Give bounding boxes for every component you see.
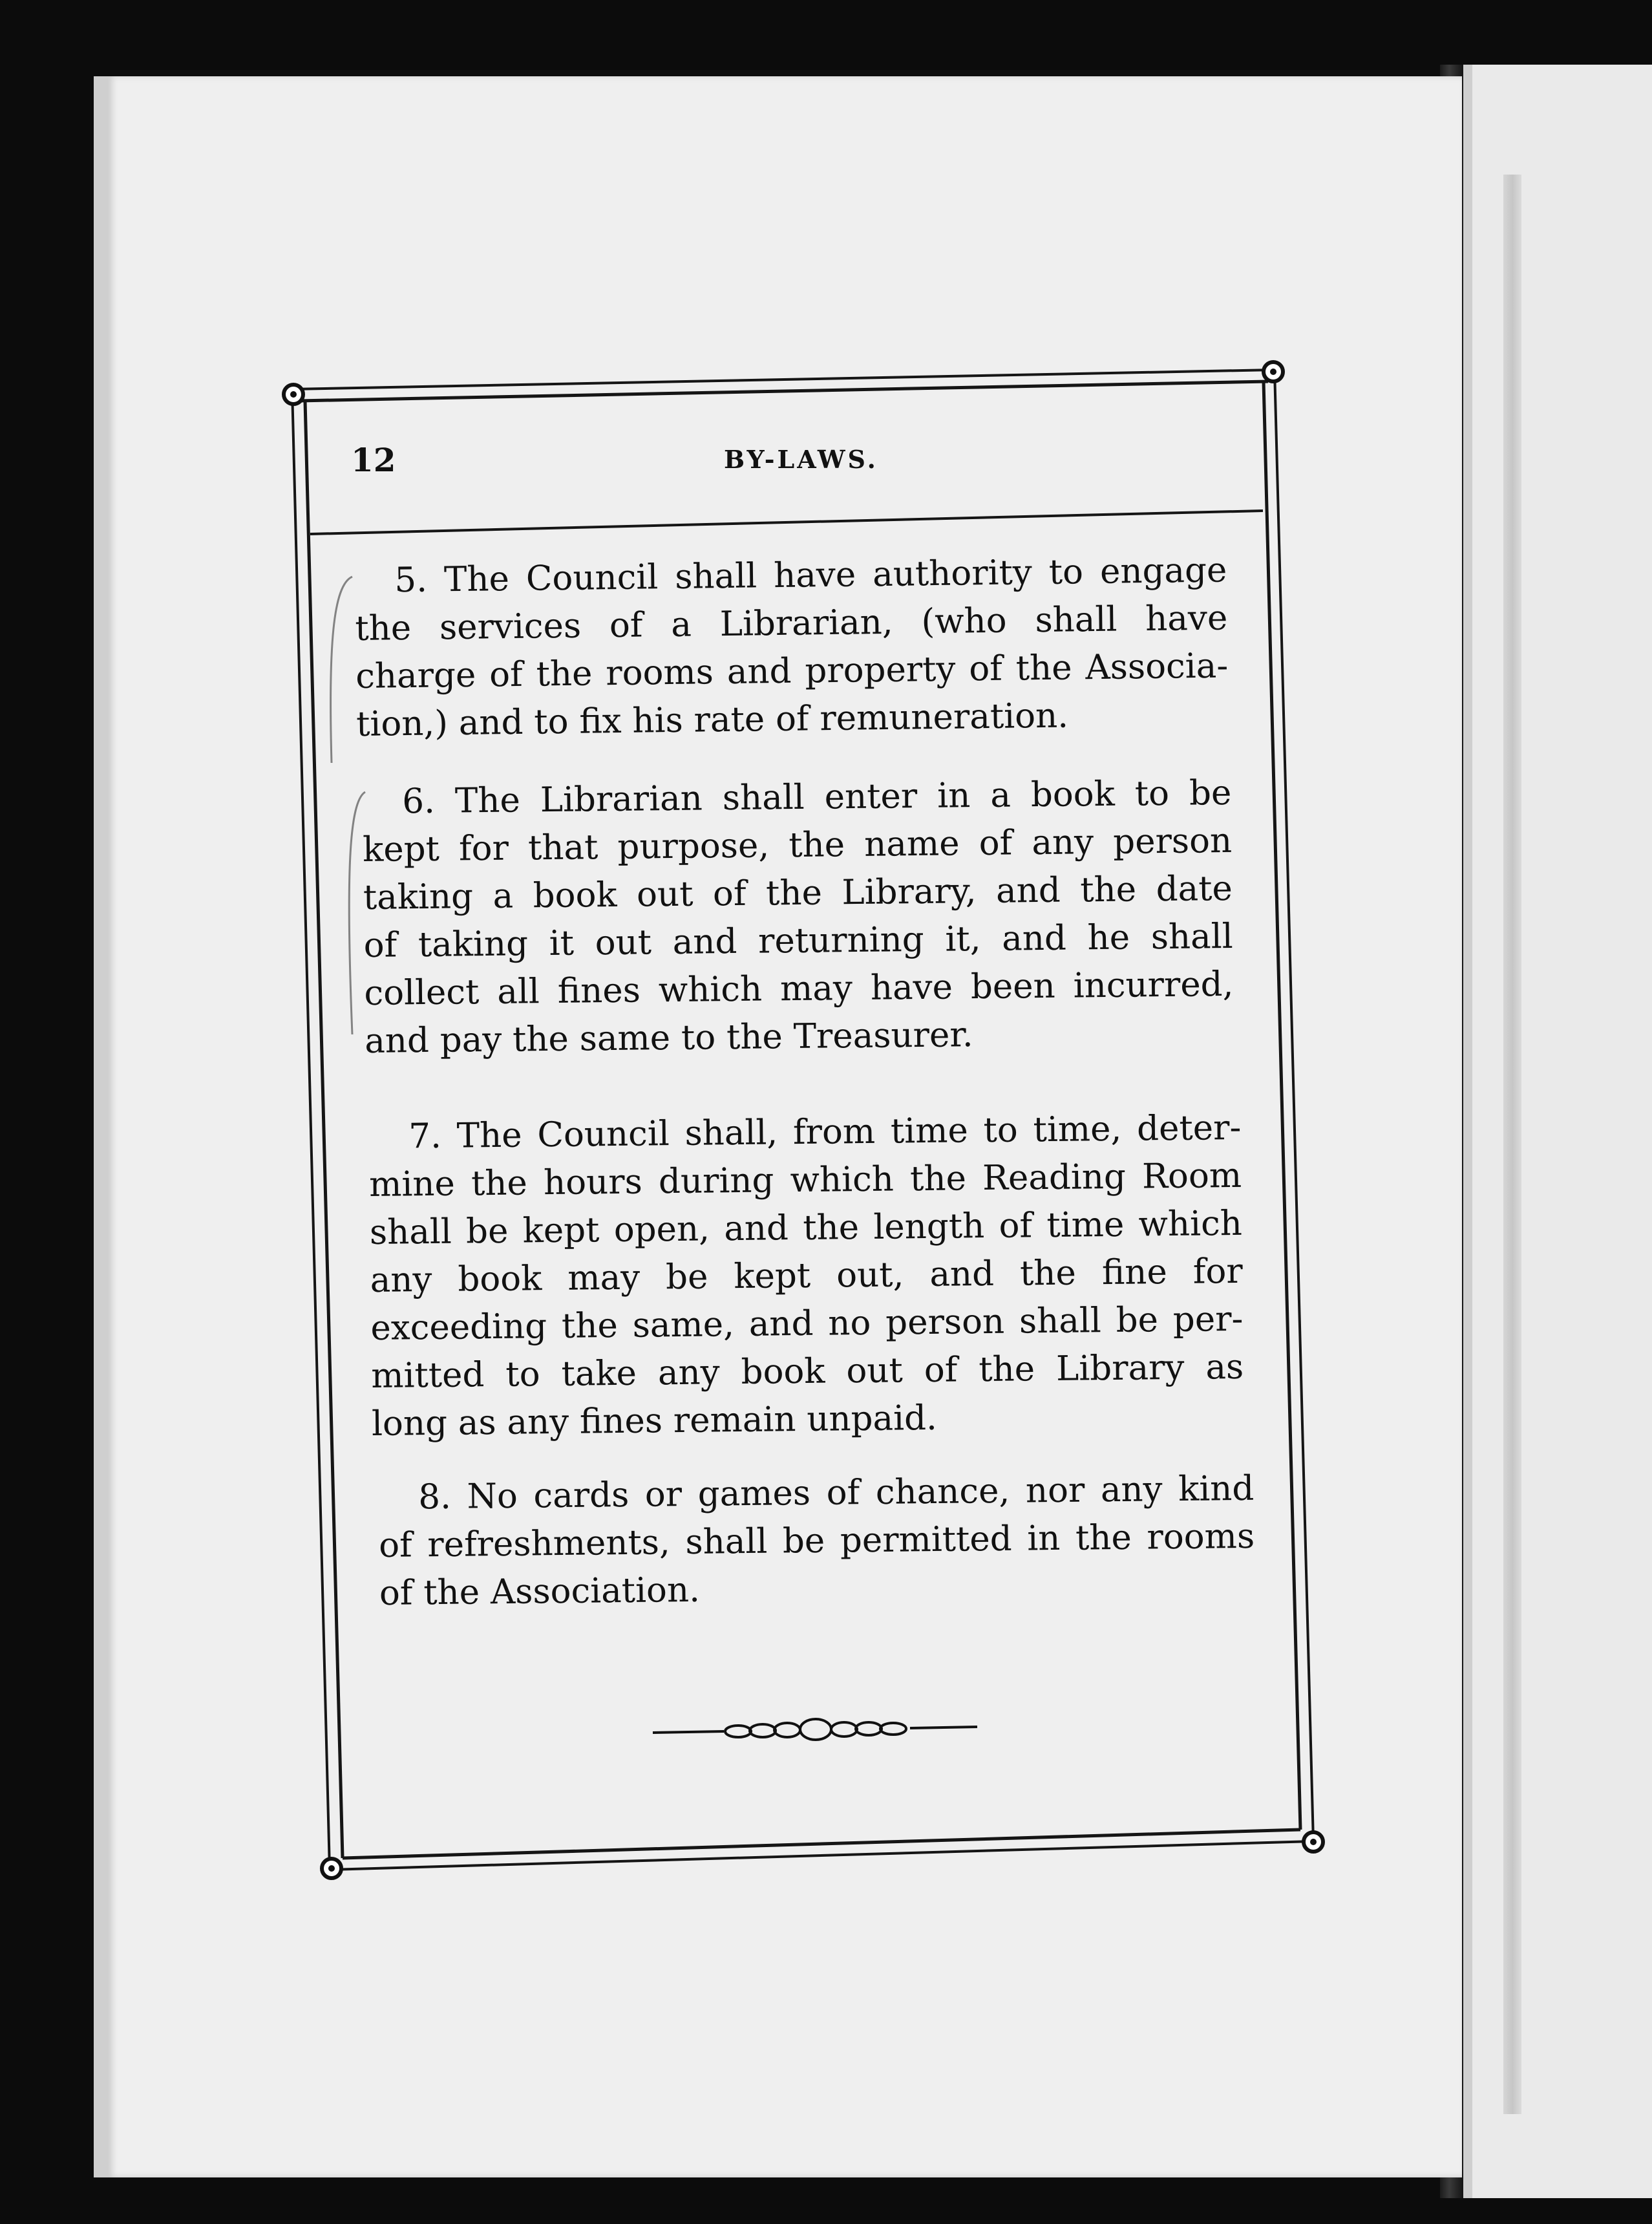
pencil-bracket-para-5 [331, 577, 352, 763]
paragraph-line: long as any fines remain unpaid. [371, 1398, 938, 1444]
paragraph-line: mitted to take any book out of the Library as [370, 1347, 1244, 1396]
paragraph-line: 8. No cards or games of chance, nor any kind [418, 1468, 1255, 1517]
frame-top-outer [292, 370, 1275, 389]
bylaw-paragraph-7 [368, 1104, 1244, 1448]
paragraph-line: the services of a Librarian, (who shall have [354, 598, 1228, 648]
paragraph-line: tion,) and to fix his rate of remuneration. [355, 696, 1069, 744]
paragraph-line: shall be kept open, and the length of time which [369, 1203, 1243, 1252]
paragraph-line: of the Association. [379, 1570, 701, 1613]
paragraph-line: and pay the same to the Treasurer. [364, 1015, 974, 1061]
bylaw-paragraph-6 [362, 769, 1234, 1065]
paragraph-line: of refreshments, shall be permitted in the rooms [378, 1516, 1255, 1565]
running-head: BY-LAWS. [724, 445, 878, 474]
header-rule [310, 511, 1263, 534]
frame-bottom-inner [343, 1830, 1300, 1858]
paragraph-line: taking a book out of the Library, and the date [363, 868, 1233, 917]
bylaw-paragraph-5 [354, 547, 1229, 749]
paragraph-line: 6. The Librarian shall enter in a book to be [402, 773, 1232, 822]
chain-link-ornament-icon [653, 1719, 977, 1740]
paragraph-line: exceeding the same, and no person shall be per- [370, 1299, 1244, 1348]
page-number: 12 [351, 441, 396, 479]
paragraph-line: mine the hours during which the Reading Room [368, 1155, 1242, 1204]
paragraph-line: of taking it out and returning it, and he shall [363, 916, 1233, 965]
paragraph-line: kept for that purpose, the name of any person [362, 820, 1233, 870]
paragraph-line: 5. The Council shall have authority to engage [394, 550, 1227, 601]
paragraph-line: collect all fines which may have been incurred, [364, 964, 1234, 1013]
bylaw-paragraph-8 [378, 1465, 1255, 1618]
paragraph-line: charge of the rooms and property of the Associa- [355, 646, 1229, 696]
frame-top-inner [299, 381, 1268, 401]
paragraph-line: any book may be kept out, and the fine for [370, 1251, 1243, 1300]
paragraph-line: 7. The Council shall, from time to time, deter- [408, 1107, 1242, 1157]
